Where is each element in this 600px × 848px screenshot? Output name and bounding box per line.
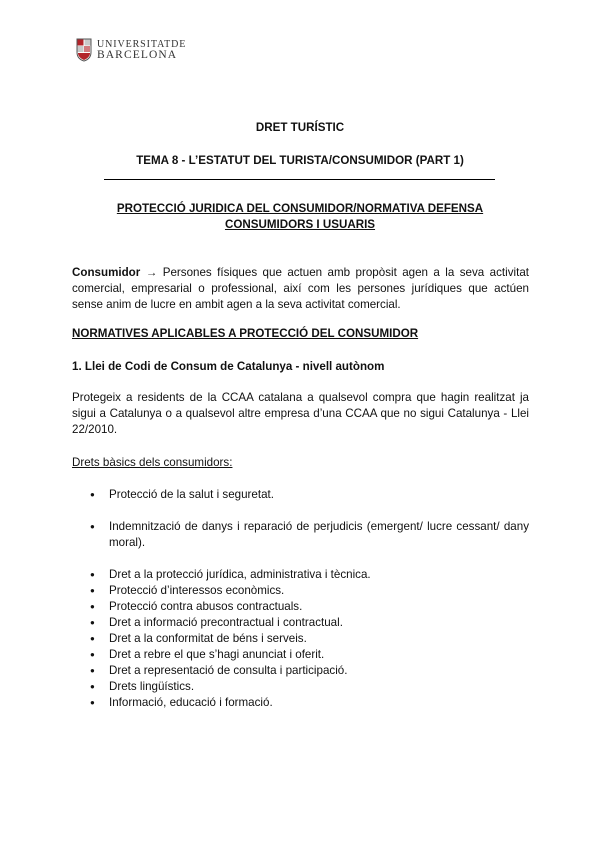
list-item: ● Informació, educació i formació. — [90, 695, 529, 711]
list-item: ● Dret a rebre el que s’hagi anunciat i oferit. — [90, 647, 529, 663]
topic-title: TEMA 8 - L’ESTATUT DEL TURISTA/CONSUMIDOR (PART 1) — [136, 154, 464, 167]
normatives-heading: NORMATIVES APLICABLES A PROTECCIÓ DEL CONSUMIDOR — [72, 327, 419, 340]
arrow-icon: → — [145, 266, 158, 279]
law-1-title: 1. Llei de Codi de Consum de Catalunya - nivell autònom — [72, 360, 385, 373]
list-item: ● Drets lingüístics. — [90, 679, 529, 695]
consumer-term: Consumidor — [72, 266, 141, 279]
rights-title: Drets bàsics dels consumidors: — [72, 456, 233, 469]
title-divider — [104, 179, 495, 180]
university-shield-icon — [76, 38, 92, 62]
list-item: ● Dret a la protecció jurídica, administrativa i tècnica. — [90, 567, 529, 583]
list-item: ● Protecció contra abusos contractuals. — [90, 599, 529, 615]
list-item: ● Protecció de la salut i seguretat. — [90, 487, 529, 503]
list-item: ● Dret a representació de consulta i participació. — [90, 663, 529, 679]
list-item: ● Dret a la conformitat de béns i serveis. — [90, 631, 529, 647]
course-title: DRET TURÍSTIC — [255, 121, 345, 134]
university-logo — [76, 38, 186, 62]
list-item: ● Dret a informació precontractual i contractual. — [90, 615, 529, 631]
list-item: ● Indemnització de danys i reparació de perjudicis (emergent/ lucre cessant/ dany moral). — [90, 519, 529, 551]
section-title-line-2: CONSUMIDORS I USUARIS — [224, 218, 376, 231]
list-item: ● Protecció d’interessos econòmics. — [90, 583, 529, 599]
consumer-definition — [72, 265, 529, 313]
rights-list — [90, 487, 529, 711]
logo-line-barcelona: BARCELONA — [97, 49, 178, 61]
law-1-description: Protegeix a residents de la CCAA catalana a qualsevol compra que hagin realitzat ja sigui a Catalunya o a qualsevol altre empresa d’una CCAA que no sigui Catalunya - Llei 22/2010. — [72, 391, 529, 436]
consumer-definition-text: Persones físiques que actuen amb propòsit agen a la seva activitat comercial, empresarial o professional, així com les persones jurídiques que actúen sense anim de lucre en ambit agen a la seva activitat comercial. — [72, 266, 529, 311]
logo-line-university: UNIVERSITATDE — [97, 39, 187, 50]
section-title-line-1: PROTECCIÓ JURIDICA DEL CONSUMIDOR/NORMATIVA DEFENSA — [116, 202, 484, 215]
